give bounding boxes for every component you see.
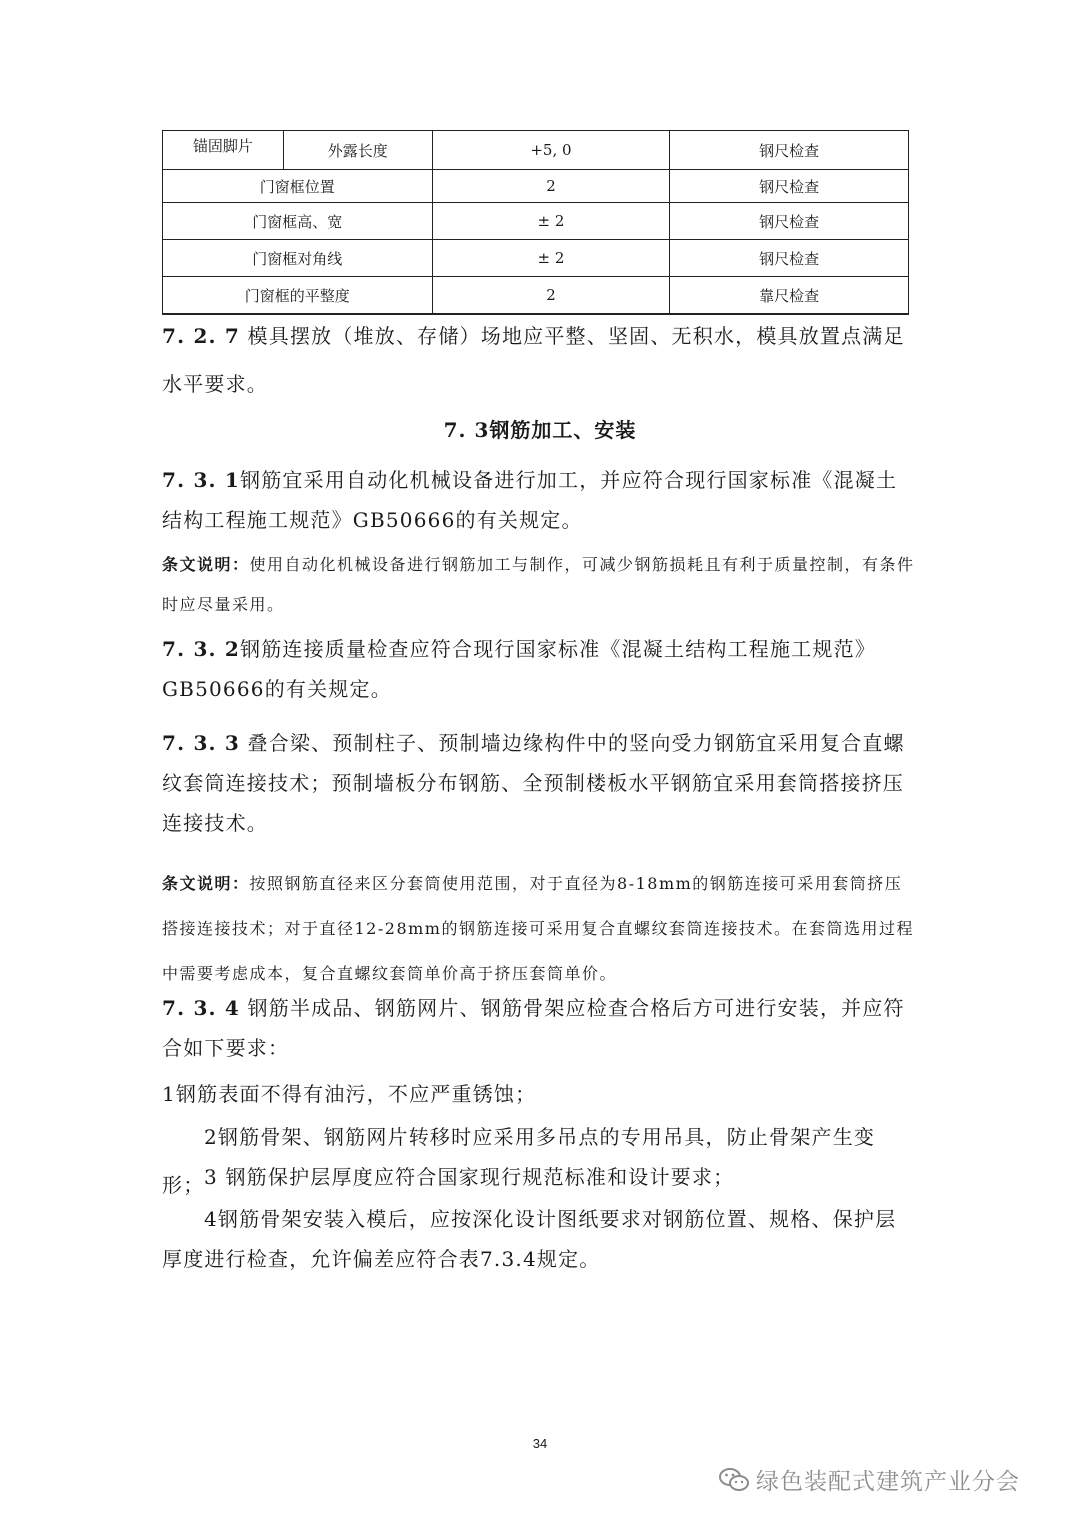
clause-text: 钢筋宜采用自动化机械设备进行加工，并应符合现行国家标准《混凝土结构工程施工规范》GB50666的有关规定。	[162, 468, 898, 532]
clause-number: 7. 2. 7	[162, 324, 240, 348]
table-cell: 钢尺检查	[670, 131, 909, 170]
table-cell: 锚固脚片	[163, 131, 284, 170]
explanation-note-1	[162, 545, 917, 625]
table-cell: 2	[432, 170, 670, 203]
watermark	[718, 1463, 1020, 1496]
note-text: 使用自动化机械设备进行钢筋加工与制作，可减少钢筋损耗且有利于质量控制，有条件时应尽量采用。	[162, 555, 915, 614]
note-text: 按照钢筋直径来区分套筒使用范围，对于直径为8-18mm的钢筋连接可采用套筒挤压搭接连接技术；对于直径12-28mm的钢筋连接可采用复合直螺纹套筒连接技术。在套筒选用过程中需要考虑成本，复合直螺纹套筒单价高于挤压套筒单价。	[162, 874, 914, 983]
clause-text: 叠合梁、预制柱子、预制墙边缘构件中的竖向受力钢筋宜采用复合直螺纹套筒连接技术；预制墙板分布钢筋、全预制楼板水平钢筋宜采用套筒搭接挤压连接技术。	[162, 731, 905, 835]
watermark-text: 绿色装配式建筑产业分会	[756, 1469, 1020, 1495]
list-item-1: 1钢筋表面不得有油污，不应严重锈蚀；	[162, 1082, 537, 1106]
table-cell: 靠尺检查	[670, 277, 909, 315]
table-cell: 门窗框的平整度	[163, 277, 433, 315]
paragraph-7-3-1	[162, 460, 914, 540]
section-heading: 7. 3钢筋加工、安装	[443, 418, 637, 442]
table-row	[163, 240, 909, 277]
table-cell: 2	[432, 277, 670, 315]
note-label: 条文说明：	[162, 555, 250, 574]
clause-number: 7. 3. 4	[162, 996, 240, 1020]
table-cell: 门窗框对角线	[163, 240, 433, 277]
table-row	[163, 277, 909, 315]
page-number: 34	[532, 1436, 548, 1451]
paragraph-7-3-2	[162, 629, 914, 709]
clause-number: 7. 3. 1	[162, 468, 240, 492]
clause-text: 模具摆放（堆放、存储）场地应平整、坚固、无积水，模具放置点满足水平要求。	[162, 324, 905, 396]
table-row	[163, 203, 909, 240]
table-cell: 门窗框高、宽	[163, 203, 433, 240]
table-cell: 门窗框位置	[163, 170, 433, 203]
table-cell: ± 2	[432, 240, 670, 277]
table-row	[163, 131, 909, 170]
clause-number: 7. 3. 3	[162, 731, 240, 755]
table-cell: ± 2	[432, 203, 670, 240]
list-item-3: 3 钢筋保护层厚度应符合国家现行规范标准和设计要求；	[204, 1165, 735, 1189]
explanation-note-2	[162, 861, 917, 996]
table-cell: 钢尺检查	[670, 203, 909, 240]
list-item-2: 2钢筋骨架、钢筋网片转移时应采用多吊点的专用吊具，防止骨架产生变形；	[162, 1125, 876, 1197]
clause-number: 7. 3. 2	[162, 637, 240, 661]
paragraph-7-2-7	[162, 312, 914, 408]
paragraph-7-3-3	[162, 723, 914, 843]
clause-text: 钢筋连接质量检查应符合现行国家标准《混凝土结构工程施工规范》GB50666的有关规定。	[162, 637, 876, 701]
table-cell: +5, 0	[432, 131, 670, 170]
tolerance-table	[162, 130, 909, 315]
list-item-4: 4钢筋骨架安装入模后，应按深化设计图纸要求对钢筋位置、规格、保护层厚度进行检查，允许偏差应符合表7.3.4规定。	[162, 1207, 897, 1271]
wechat-icon	[718, 1466, 750, 1494]
paragraph-7-3-4	[162, 988, 914, 1068]
table-cell: 钢尺检查	[670, 170, 909, 203]
table-cell: 钢尺检查	[670, 240, 909, 277]
note-label: 条文说明：	[162, 874, 250, 893]
table-row	[163, 170, 909, 203]
table-cell: 外露长度	[283, 131, 432, 170]
clause-text: 钢筋半成品、钢筋网片、钢筋骨架应检查合格后方可进行安装，并应符合如下要求：	[162, 996, 905, 1060]
